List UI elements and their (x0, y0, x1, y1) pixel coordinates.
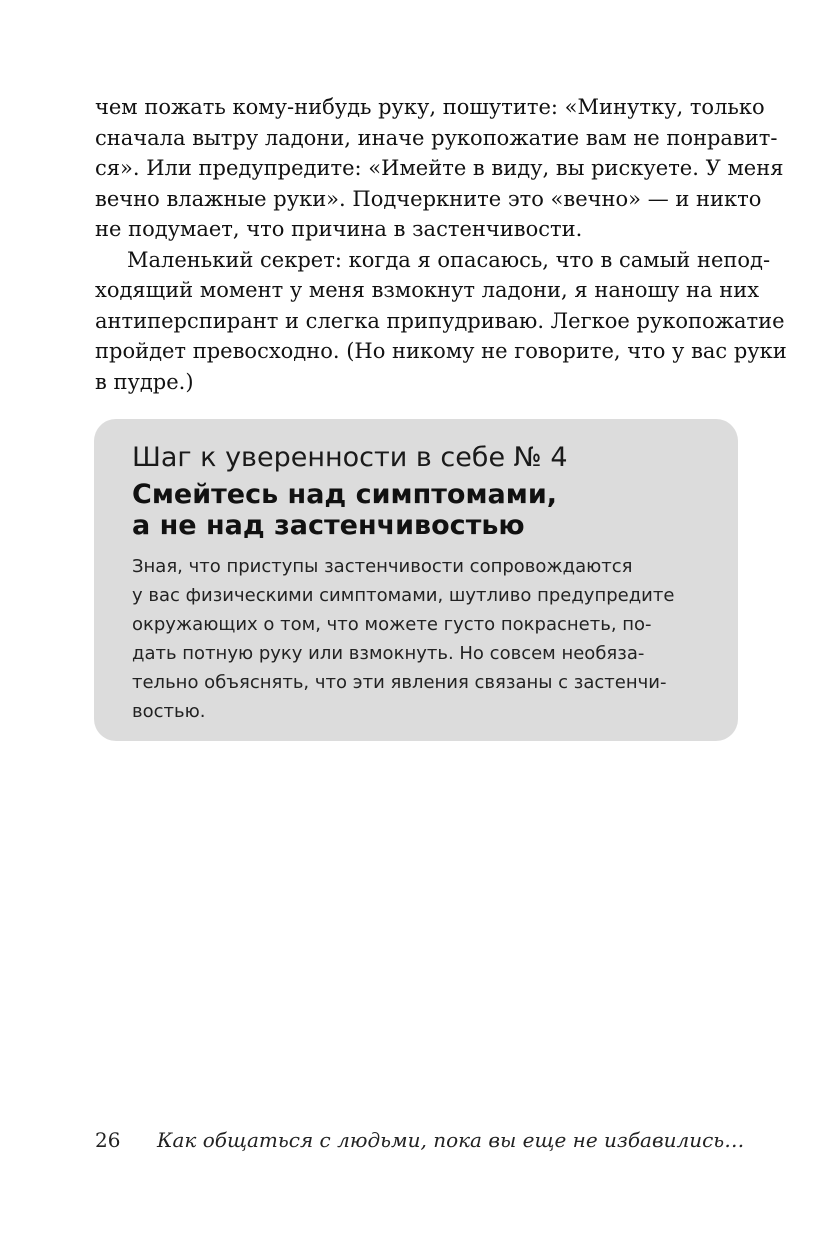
callout-body-line: тельно объяснять, что эти явления связаны с застенчи- (132, 672, 667, 693)
text-line: антиперспирант и слегка припудриваю. Легкое рукопожатие (95, 308, 785, 333)
paragraph (95, 245, 787, 398)
text-line: в пудре.) (95, 369, 194, 394)
running-title: Как общаться с людьми, пока вы еще не избавились… (157, 1128, 745, 1152)
text-line: вечно влажные руки». Подчеркните это «вечно» — и никто (95, 186, 762, 211)
callout-title-line: а не над застенчивостью (132, 510, 525, 541)
text-line: сначала вытру ладони, иначе рукопожатие вам не понравит- (95, 125, 778, 150)
text-line: ходящий момент у меня взмокнут ладони, я наношу на них (95, 278, 760, 302)
paragraph (95, 92, 784, 245)
text-line: чем пожать кому-нибудь руку, пошутите: «Минутку, только (95, 95, 765, 119)
text-line: не подумает, что причина в застенчивости. (95, 217, 583, 241)
callout-box (94, 419, 738, 741)
page-footer (95, 1125, 745, 1155)
text-line: ся». Или предупредите: «Имейте в виду, вы рискуете. У меня (95, 156, 784, 180)
callout-body-line: Зная, что приступы застенчивости сопровождаются (132, 556, 633, 577)
text-line: пройдет превосходно. (Но никому не говорите, что у вас руки (95, 339, 787, 363)
callout-kicker: Шаг к уверенности в себе № 4 (132, 442, 568, 473)
callout-body (132, 552, 700, 726)
callout-body-line: востью. (132, 701, 206, 722)
callout-body-line: дать потную руку или взмокнуть. Но совсем необяза- (132, 643, 645, 664)
callout-body-line: окружающих о том, что можете густо покраснеть, по- (132, 614, 652, 635)
page-number: 26 (95, 1128, 121, 1152)
callout-title (132, 479, 700, 541)
callout-body-line: у вас физическими симптомами, шутливо предупредите (132, 585, 675, 606)
callout-title-line: Смейтесь над симптомами, (132, 479, 558, 510)
main-text (95, 92, 787, 397)
text-line: Маленький секрет: когда я опасаюсь, что в самый непод- (127, 247, 771, 272)
